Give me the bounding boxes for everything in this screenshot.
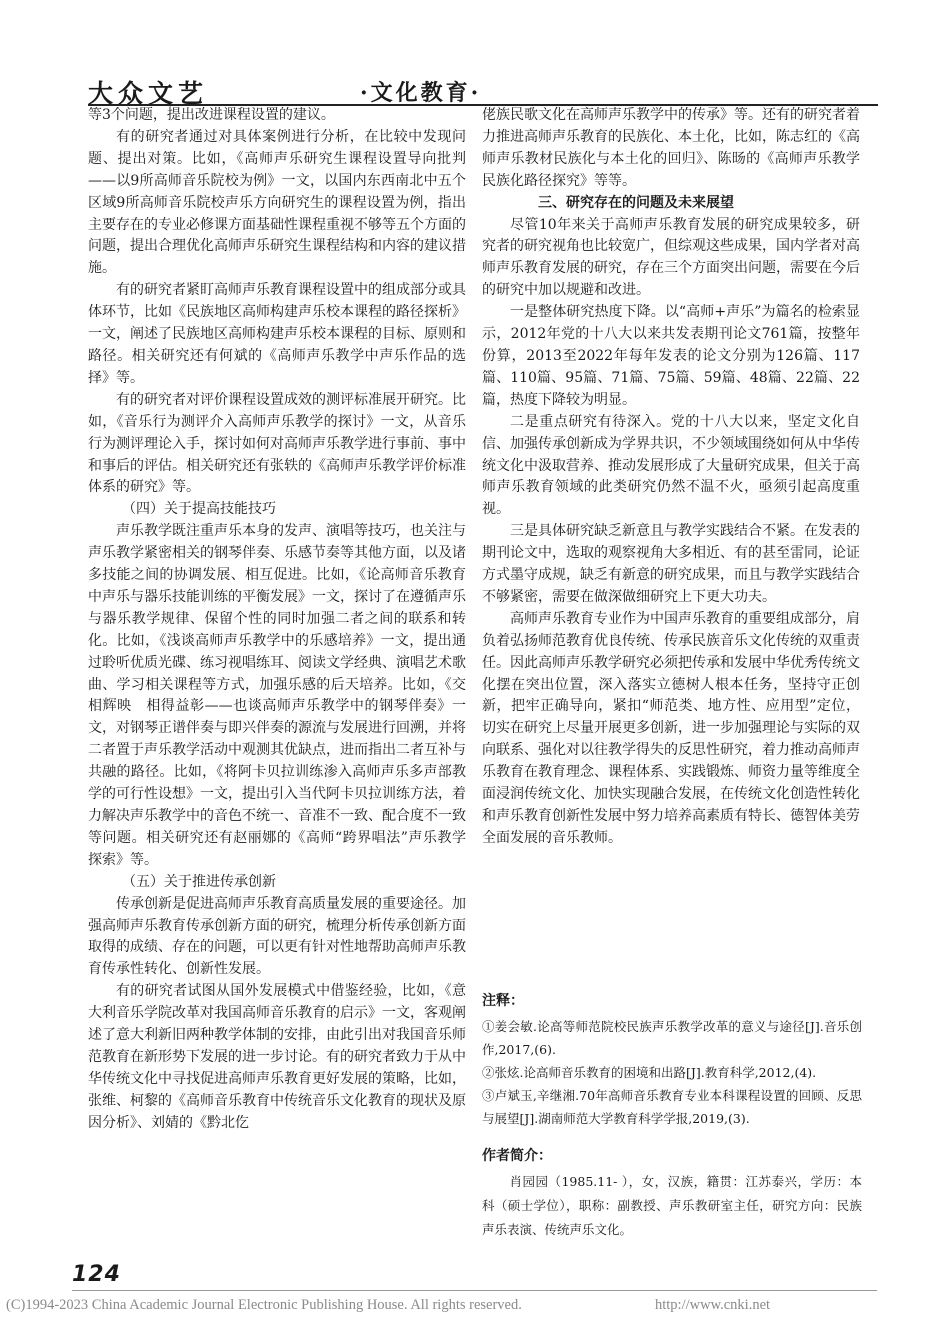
copyright-notice: (C)1994-2023 China Academic Journal Electronic Publishing House. All rights reserved.	[6, 1297, 522, 1313]
paragraph: 等3个问题，提出改进课程设置的建议。	[88, 107, 335, 123]
note-item: ③卢斌玉,辛继湘.70年高师音乐教育专业本科课程设置的回顾、反思与展望[J].湖南师范大学教育科学学报,2019,(3).	[482, 1088, 862, 1126]
paragraph: 佬族民歌文化在高师声乐教学中的传承》等。还有的研究者着力推进高师声乐教育的民族化、本土化，比如，陈志红的《高师声乐教材民族化与本土化的回归》、陈旸的《高师声乐教学民族化路径探究》等等。	[482, 107, 860, 189]
paragraph: 有的研究者试图从国外发展模式中借鉴经验，比如，《意大利音乐学院改革对我国高师音乐教育的启示》一文，客观阐述了意大利新旧两种教学体制的安排，由此引出对我国音乐师范教育在新形势下发展的进一步讨论。有的研究者致力于从中华传统文化中寻找促进高师声乐教育更好发展的策略，比如，张维、柯黎的《高师音乐教育中传统音乐文化教育的现状及原因分析》、刘婧的《黔北仡	[88, 983, 466, 1131]
subsection-heading: （五）关于推进传承创新	[122, 873, 276, 890]
paragraph: 有的研究者紧盯高师声乐教育课程设置中的组成部分或具体环节，比如《民族地区高师构建声乐校本课程的路径探析》一文，阐述了民族地区高师构建声乐校本课程的目标、原则和路径。相关研究还有何斌的《高师声乐教学中声乐作品的选择》等。	[88, 282, 466, 386]
notes-title: 注释：	[482, 993, 524, 1009]
author-bio-text: 肖园园（1985.11- ），女，汉族，籍贯：江苏泰兴，学历：本科（硕士学位），职称：副教授、声乐教研室主任，研究方向：民族声乐表演、传统声乐文化。	[482, 1174, 862, 1237]
subsection-heading: （四）关于提高技能技巧	[122, 501, 276, 518]
section-heading: 三、研究存在的问题及未来展望	[538, 194, 734, 211]
notes-section	[482, 990, 862, 1130]
paragraph: 有的研究者对评价课程设置成效的测评标准展开研究。比如，《音乐行为测评介入高师声乐教学的探讨》一文，从音乐行为测评理论入手，探讨如何对高师声乐教学进行事前、事中和事后的评估。相关研究还有张轶的《高师声乐教学评价标准体系的研究》等。	[88, 391, 466, 496]
left-column	[88, 105, 466, 1135]
paragraph: 三是具体研究缺乏新意且与教学实践结合不紧。在发表的期刊论文中，选取的观察视角大多相近、有的甚至雷同，论证方式墨守成规，缺乏有新意的研究成果，而且与教学实践结合不够紧密，需要在做深做细研究上下更大功夫。	[482, 523, 860, 605]
paragraph: 二是重点研究有待深入。党的十八大以来，坚定文化自信、加强传承创新成为学界共识，不少领域围绕如何从中华传统文化中汲取营养、推动发展形成了大量研究成果，但关于高师声乐教育领域的此类研究仍然不温不火，亟须引起高度重视。	[482, 413, 860, 518]
journal-title: 大众文艺	[88, 79, 209, 108]
page-number: 124	[72, 1262, 121, 1287]
footer-divider	[72, 1290, 877, 1291]
paragraph: 传承创新是促进高师声乐教育高质量发展的重要途径。加强高师声乐教育传承创新方面的研究，梳理分析传承创新方面取得的成绩、存在的问题，可以更有针对性地帮助高师声乐教育传承性转化、创新性发展。	[88, 895, 466, 978]
note-item: ②张炫.论高师音乐教育的困境和出路[J].教育科学,2012,(4).	[482, 1065, 817, 1080]
right-column	[482, 105, 860, 850]
paragraph: 尽管10年来关于高师声乐教育发展的研究成果较多，研究者的研究视角也比较宽广，但综观这些成果，国内学者对高师声乐教育发展的研究，存在三个方面突出问题，需要在今后的研究中加以规避和改进。	[482, 216, 860, 299]
author-bio-title: 作者简介：	[482, 1148, 552, 1164]
page-header	[88, 70, 878, 106]
paragraph: 有的研究者通过对具体案例进行分析，在比较中发现问题、提出对策。比如，《高师声乐研究生课程设置导向批判——以9所高师音乐院校为例》一文，以国内东西南北中五个区域9所高师音乐院校声乐方向研究生的课程设置为例，指出主要存在的专业必修课方面基础性课程重视不够等五个方面的问题，提出合理优化高师声乐研究生课程结构和内容的建议措施。	[88, 128, 466, 277]
paragraph: 高师声乐教育专业作为中国声乐教育的重要组成部分，肩负着弘扬师范教育优良传统、传承民族音乐文化传统的双重责任。因此高师声乐教学研究必须把传承和发展中华优秀传统文化摆在突出位置，深入落实立德树人根本任务，坚持守正创新，把牢正确导向，紧扣“师范类、地方性、应用型”定位，切实在研究上尽量开展更多创新，进一步加强理论与实际的双向联系、强化对以往教学得失的反思性研究，着力推动高师声乐教育在教育理念、课程体系、实践锻炼、师资力量等维度全面浸润传统文化、加快实现融合发展，在传统文化创造性转化和声乐教育创新性发展中努力培养高素质有特长、德智体美劳全面发展的音乐教师。	[482, 610, 860, 846]
section-title: ·文化教育·	[360, 80, 482, 106]
author-bio-section	[482, 1144, 862, 1242]
paragraph: 一是整体研究热度下降。以“高师+声乐”为篇名的检索显示，2012年党的十八大以来共发表期刊论文761篇，按整年份算，2013至2022年每年发表的论文分别为126篇、117篇、110篇、95篇、71篇、75篇、59篇、48篇、22篇、22篇，热度下降较为明显。	[482, 304, 860, 408]
note-item: ①姜会敏.论高等师范院校民族声乐教学改革的意义与途径[J].音乐创作,2017,(6).	[482, 1019, 862, 1057]
site-url: http://www.cnki.net	[655, 1297, 771, 1313]
paragraph: 声乐教学既注重声乐本身的发声、演唱等技巧，也关注与声乐教学紧密相关的钢琴伴奏、乐感节奏等其他方面，以及诸多技能之间的协调发展、相互促进。比如，《论高师音乐教育中声乐与器乐技能训练的平衡发展》一文，探讨了在遵循声乐与器乐教学规律、保留个性的同时加强二者之间的联系和转化。比如，《浅谈高师声乐教学中的乐感培养》一文，提出通过聆听优质光碟、练习视唱练耳、阅读文学经典、演唱艺术歌曲、学习相关课程等方式，加强乐感的后天培养。比如，《交相辉映 相得益彰——也谈高师声乐教学中的钢琴伴奏》一文，对钢琴正谱伴奏与即兴伴奏的源流与发展进行回溯，并将二者置于声乐教学活动中观测其优缺点，进而指出二者互补与共融的路径。比如，《将阿卡贝拉训练渗入高师声乐多声部教学的可行性设想》一文，提出引入当代阿卡贝拉训练方法，着力解决声乐教学中的音色不统一、音准不一致、配合度不一致等问题。相关研究还有赵丽娜的《高师“跨界唱法”声乐教学探索》等。	[88, 523, 466, 868]
notes-list	[482, 1015, 862, 1130]
